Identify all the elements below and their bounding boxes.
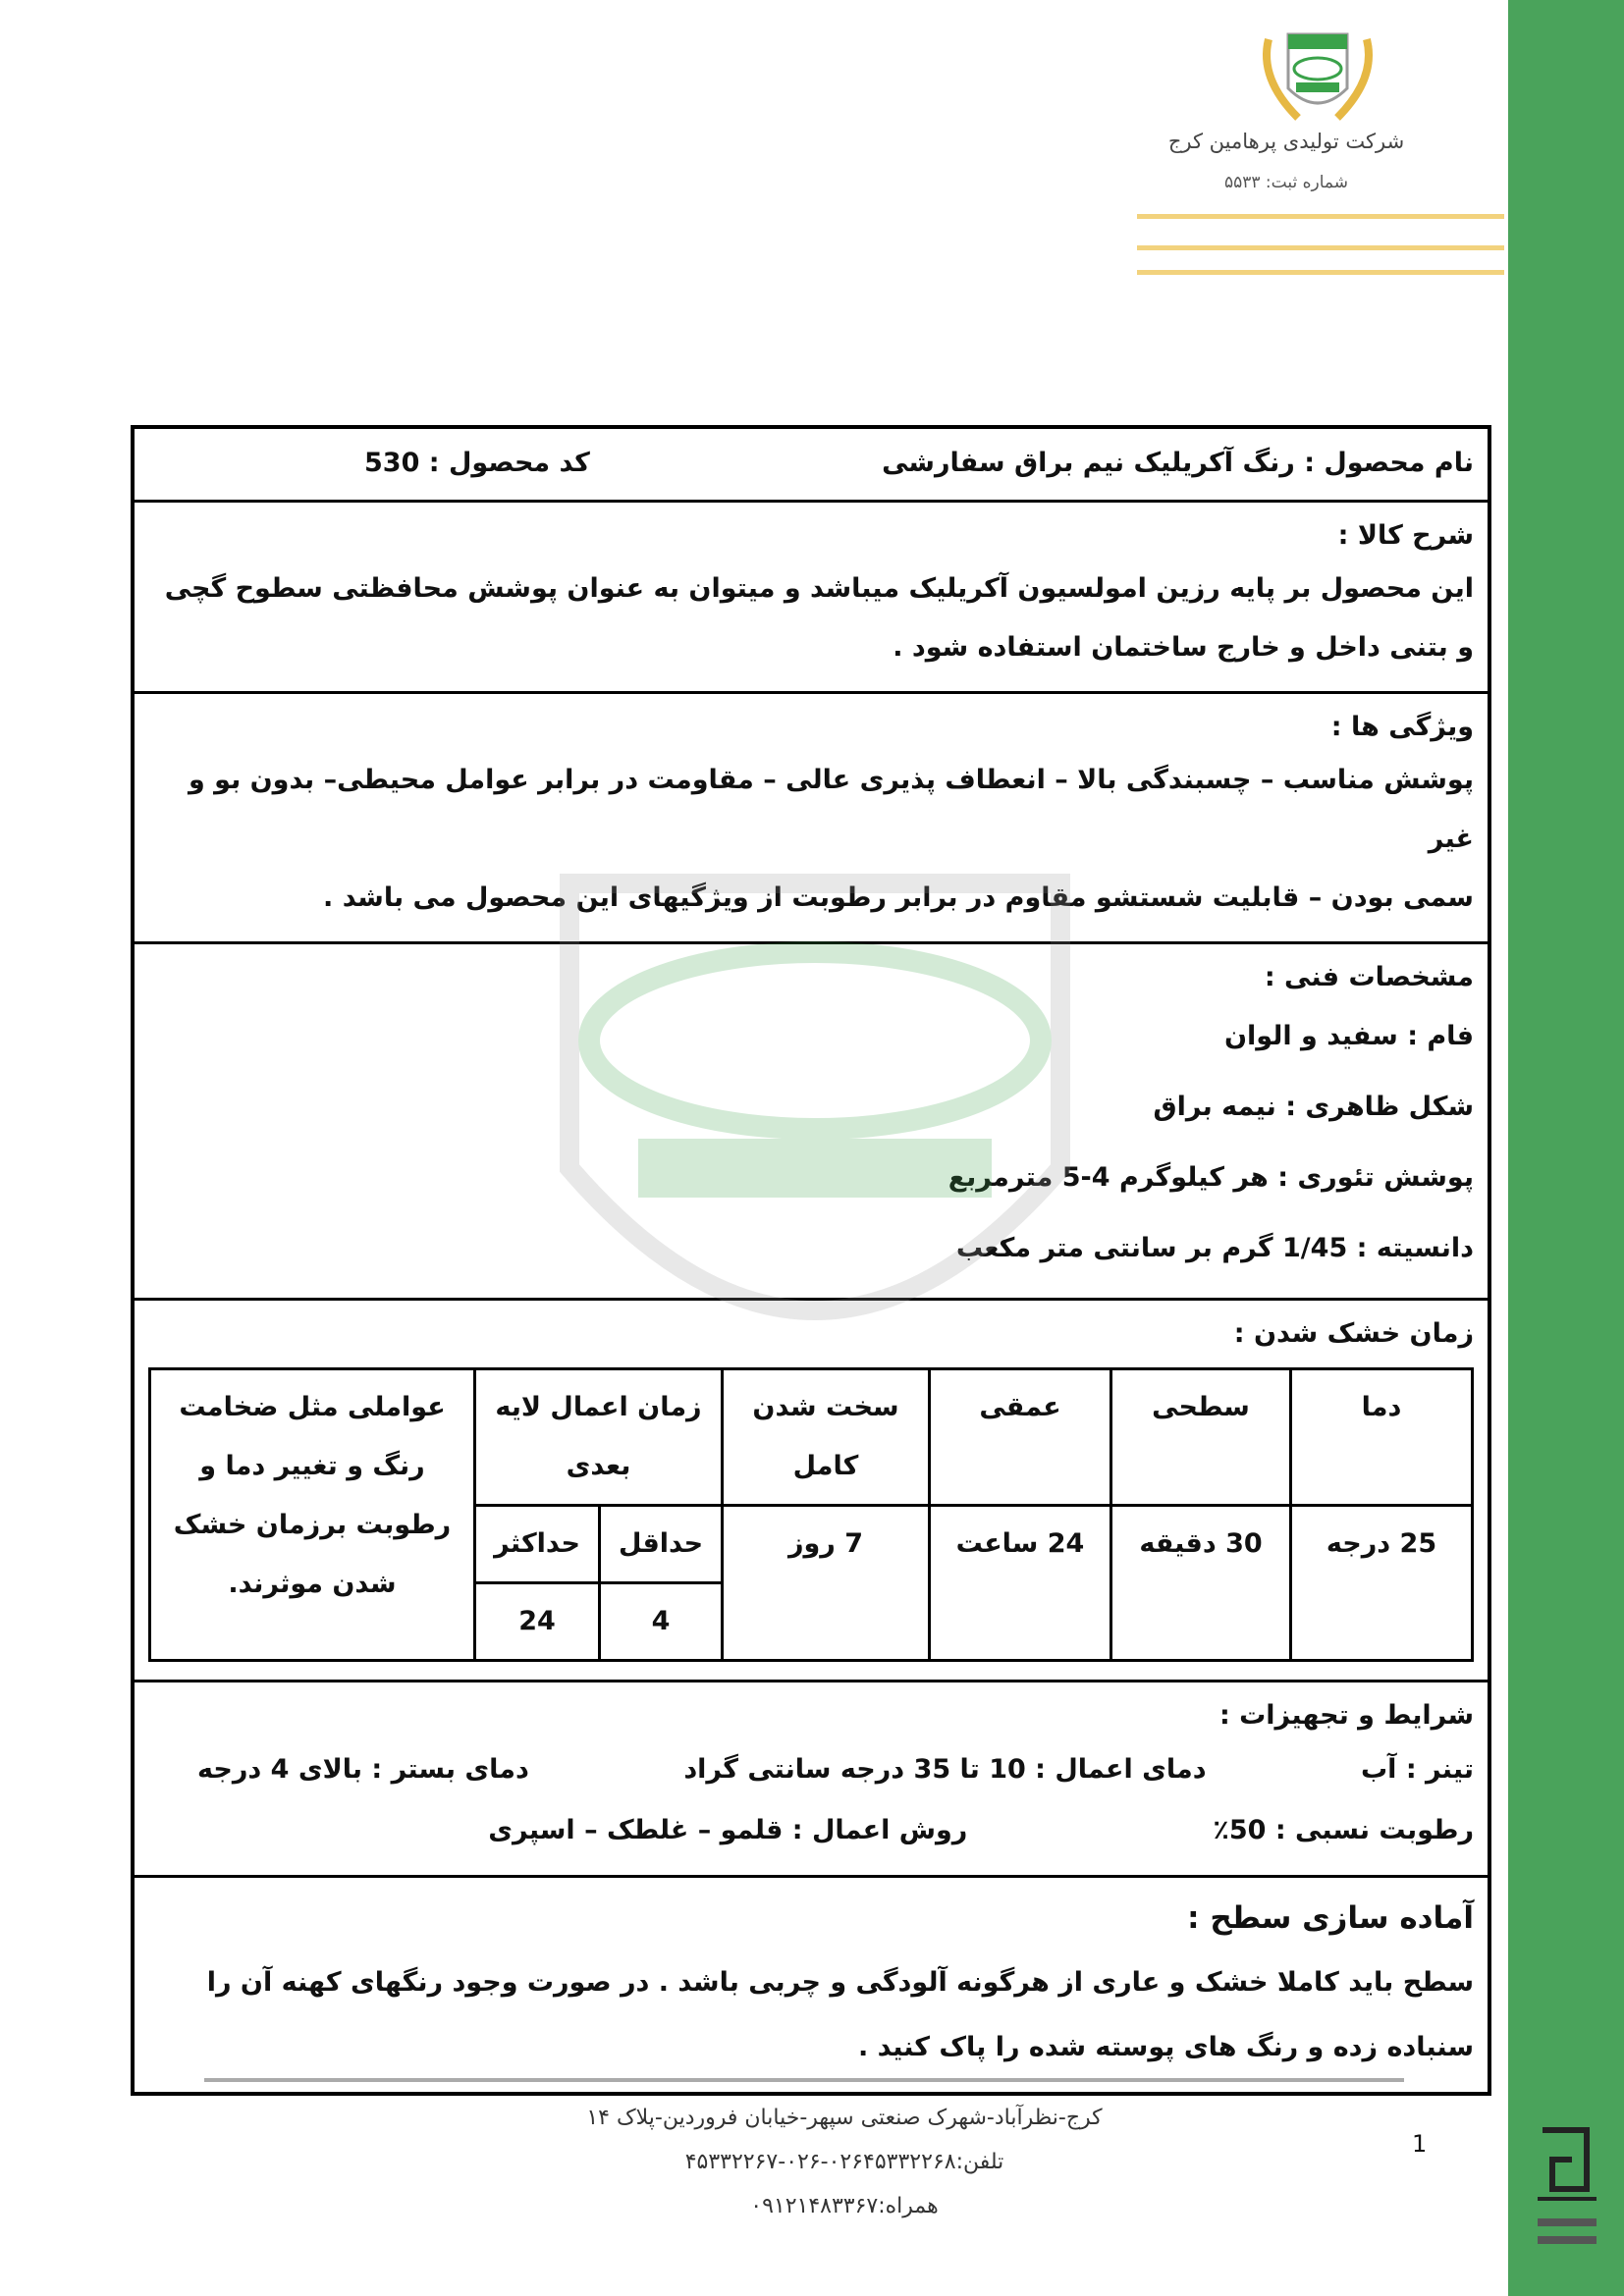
header-deep: عمقی xyxy=(930,1369,1111,1506)
spec-density: دانسیته : 1/45 گرم بر سانتی متر مکعب xyxy=(955,1233,1474,1263)
application-temp: دمای اعمال : 10 تا 35 درجه سانتی گراد xyxy=(683,1754,1207,1785)
drying-table xyxy=(148,1367,1474,1662)
spec-color: فام : سفید و الوان xyxy=(1223,1021,1474,1051)
footer-mobile: همراه:۰۹۱۲۱۴۸۳۳۶۷ xyxy=(750,2194,939,2218)
preparation-line-2: سنباده زده و رنگ های پوسته شده را پاک کنید . xyxy=(858,2032,1474,2062)
product-name-value: رنگ آکریلیک نیم براق سفارشی xyxy=(882,447,1295,478)
drying-title: زمان خشک شدن : xyxy=(1233,1318,1474,1349)
product-header-section xyxy=(135,429,1488,503)
conditions-row-2 xyxy=(148,1800,1474,1861)
preparation-section xyxy=(135,1878,1488,2092)
value-surface: 30 دقیقه xyxy=(1111,1506,1291,1661)
humidity: رطوبت نسبی : 50٪ xyxy=(1213,1815,1474,1845)
value-temp: 25 درجه xyxy=(1291,1506,1473,1661)
specs-section xyxy=(135,944,1488,1301)
preparation-line-1: سطح باید کاملا خشک و عاری از هرگونه آلودگی و چربی باشد . در صورت وجود رنگهای کهنه آن را xyxy=(206,1967,1474,1998)
gold-line-2 xyxy=(1137,245,1504,250)
product-name-label: نام محصول : xyxy=(1304,447,1474,478)
header-full-cure: سخت شدن کامل xyxy=(723,1369,930,1506)
page-number: 1 xyxy=(1412,2130,1428,2158)
features-section xyxy=(135,694,1488,944)
drying-note: عواملی مثل ضخامت رنگ و تغییر دما و رطوبت برزمان خشک شدن موثرند. xyxy=(150,1369,475,1661)
gold-line-1 xyxy=(1137,214,1504,219)
preparation-title: آماده سازی سطح : xyxy=(1187,1900,1474,1936)
header-min: حداقل xyxy=(600,1506,723,1583)
product-code-label: کد محصول : xyxy=(428,447,590,478)
product-name xyxy=(882,448,1474,478)
application-method: روش اعمال : قلمو – غلطک – اسپری xyxy=(488,1815,968,1845)
value-min: 4 xyxy=(600,1583,723,1661)
header-max: حداکثر xyxy=(475,1506,600,1583)
value-max: 24 xyxy=(475,1583,600,1661)
description-line-2: و بتنی داخل و خارج ساختمان استفاده شود . xyxy=(893,632,1474,663)
green-sidebar xyxy=(1508,0,1624,2296)
standard-mark-icon xyxy=(1528,2120,1606,2277)
footer-divider xyxy=(204,2078,1404,2082)
description-line-1: این محصول بر پایه رزین امولسیون آکریلیک میباشد و میتوان به عنوان پوشش محافظتی سطوح گچی xyxy=(164,573,1474,604)
conditions-section xyxy=(135,1682,1488,1878)
spec-coverage: پوشش تئوری : هر کیلوگرم 4-5 مترمربع xyxy=(947,1162,1474,1193)
footer-address: کرج-نظرآباد-شهرک صنعتی سپهر-خیابان فروردین-پلاک ۱۴ xyxy=(586,2106,1103,2130)
footer-phone: تلفن:۰۲۶۴۵۳۳۲۲۶۸-۰۲۶-۴۵۳۳۲۲۶۷ xyxy=(684,2150,1004,2174)
registration-number: شماره ثبت: ۵۵۳۳ xyxy=(1224,173,1348,192)
value-deep: 24 ساعت xyxy=(930,1506,1111,1661)
header-surface: سطحی xyxy=(1111,1369,1291,1506)
header-temp: دما xyxy=(1291,1369,1473,1506)
features-title: ویژگی ها : xyxy=(1330,712,1474,742)
header-recoat: زمان اعمال لایه بعدی xyxy=(475,1369,723,1506)
product-datasheet xyxy=(131,425,1491,2096)
description-section xyxy=(135,503,1488,694)
farzam-logo xyxy=(1239,20,1396,137)
gold-line-3 xyxy=(1137,270,1504,275)
spec-appearance: شکل ظاهری : نیمه براق xyxy=(1153,1092,1474,1122)
drying-section xyxy=(135,1301,1488,1682)
company-name: شرکت تولیدی پرهامین کرج xyxy=(1167,130,1405,153)
features-line-1: پوشش مناسب – چسبندگی بالا – انعطاف پذیری عالی – مقاومت در برابر عوامل محیطی– بدون بو و غیر xyxy=(188,765,1474,854)
product-code xyxy=(364,448,590,478)
specs-title: مشخصات فنی : xyxy=(1264,962,1474,992)
thinner: تینر : آب xyxy=(1361,1754,1474,1785)
value-full-cure: 7 روز xyxy=(723,1506,930,1661)
product-code-value: 530 xyxy=(364,447,420,478)
substrate-temp: دمای بستر : بالای 4 درجه xyxy=(197,1754,529,1785)
conditions-title: شرایط و تجهیزات : xyxy=(1218,1700,1474,1731)
description-title: شرح کالا : xyxy=(1337,520,1474,551)
features-line-2: سمی بودن – قابلیت شستشو مقاوم در برابر رطوبت از ویژگیهای این محصول می باشد . xyxy=(323,882,1474,913)
conditions-row-1 xyxy=(148,1739,1474,1800)
